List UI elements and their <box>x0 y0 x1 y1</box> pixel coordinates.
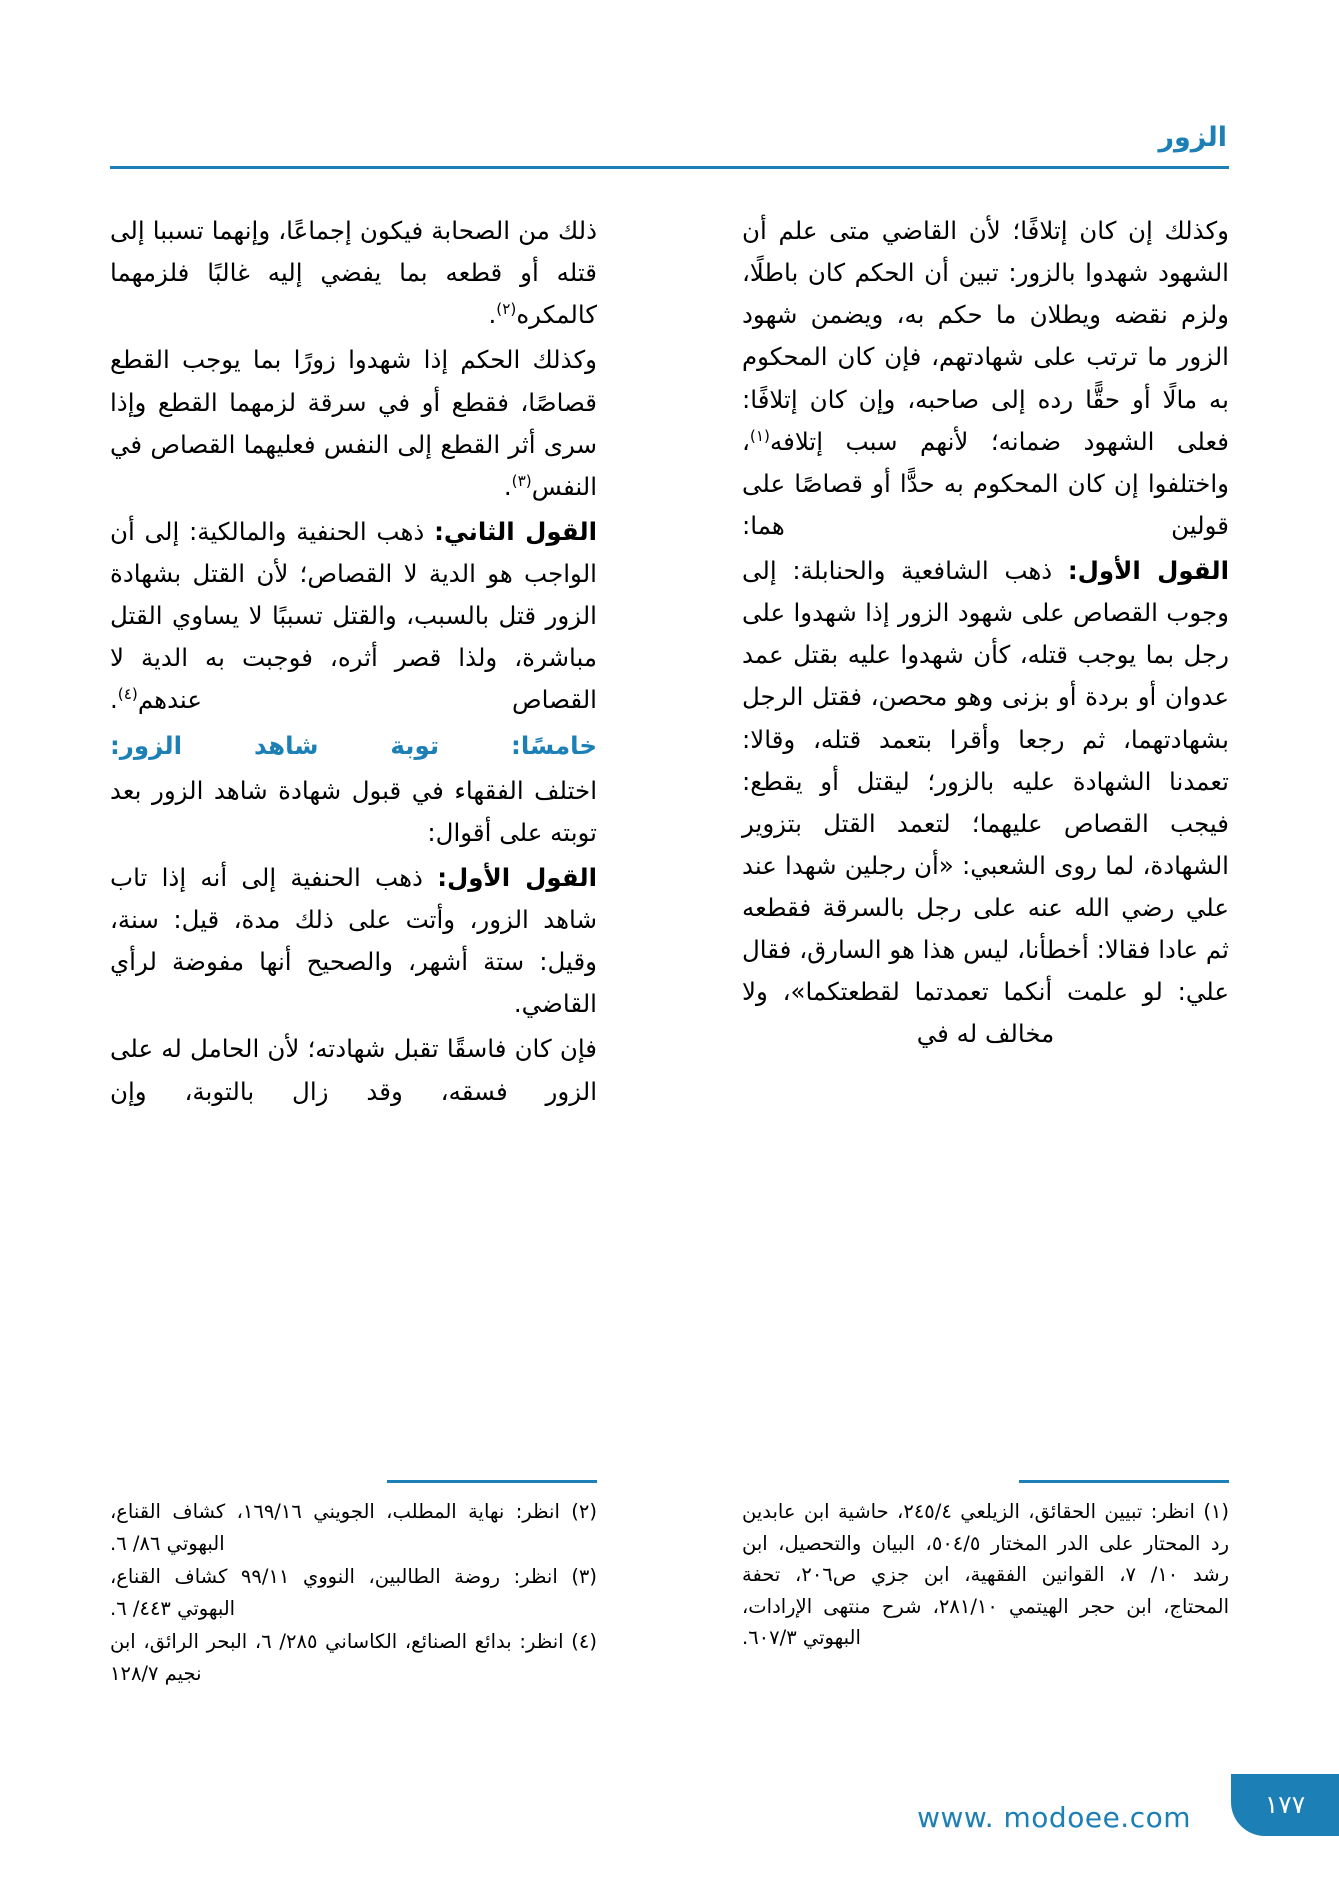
paragraph: اختلف الفقهاء في قبول شهادة شاهد الزور بعد توبته على أقوال: <box>110 775 597 847</box>
footnote-marker: (٤) <box>117 685 138 704</box>
paragraph-tail: . <box>503 471 512 501</box>
footnote-text: انظر: بدائع الصنائع، الكاساني ٢٨٥/ ٦، البحر الرائق، ابن نجيم ١٢٨/٧ <box>110 1630 564 1685</box>
footnotes <box>110 1496 1229 1716</box>
paragraph-text: ذهب الحنفية والمالكية: إلى أن الواجب هو الدية لا القصاص؛ لأن القتل بشهادة الزور قتل بالسبب، والقتل تسببًا لا يساوي القتل مباشرة، ولذا قصر أثره، فوجبت به الدية لا القصاص عندهم <box>110 516 597 715</box>
paragraph-lead: القول الأول: <box>1067 556 1229 585</box>
paragraph <box>110 857 597 1026</box>
paragraph-text: ذهب الحنفية إلى أنه إذا تاب شاهد الزور، وأتت على ذلك مدة، قيل: سنة، وقيل: ستة أشهر، والصحيح أنها مفوضة لرأي القاضي. <box>110 862 597 1019</box>
paragraph-lead: القول الثاني: <box>434 516 597 546</box>
footnote-marker: (١) <box>1203 1500 1230 1523</box>
site-url[interactable]: www. modoee.com <box>917 1801 1191 1834</box>
text-columns <box>110 210 1229 1480</box>
paragraph-tail: . <box>488 300 497 330</box>
page-header <box>110 122 1229 168</box>
paragraph-tail: . <box>110 685 118 715</box>
paragraph-text: وكذلك الحكم إذا شهدوا زورًا بما يوجب القطع قصاصًا، فقطع أو في سرقة لزمهما القطع وإذا سرى أثر القطع إلى النفس فعليهما القصاص في النفس <box>110 345 597 501</box>
footnote-item <box>110 1626 597 1689</box>
footnote-divider <box>387 1480 597 1483</box>
footnote-marker: (٣) <box>511 471 532 490</box>
page-number: ١٧٧ <box>1264 1790 1306 1819</box>
paragraph <box>742 210 1229 547</box>
paragraph-lead: القول الأول: <box>437 862 598 892</box>
paragraph <box>742 550 1229 1056</box>
footnote-marker: (٤) <box>571 1630 597 1654</box>
paragraph <box>110 210 597 336</box>
paragraph <box>110 339 597 508</box>
footnote-marker: (١) <box>749 426 770 445</box>
footnote-marker: (٣) <box>571 1565 598 1589</box>
column-left <box>110 210 597 1480</box>
page-title: الزور <box>1158 122 1227 153</box>
paragraph-text: ذهب الشافعية والحنابلة: إلى وجوب القصاص على شهود الزور إذا شهدوا على رجل بما يوجب قتله، كأن شهدوا عليه بقتل عمد عدوان أو بردة أو بزنى وهو محصن، فقتل الرجل بشهادتهما، ثم رجعا وأقرا بتعمد قتله، وقالا: تعمدنا الشهادة عليه بالزور؛ ليقتل أو يقطع: فيجب القصاص عليهما؛ لتعمد القتل بتزوير الشهادة، لما روى الشعبي: «أن رجلين شهدا عند علي رضي الله عنه على رجل بالسرقة فقطعه ثم عادا فقالا: أخطأنا، ليس هذا هو السارق، فقال علي: لو علمت أنكما تعمدتما لقطعتكما»، ولا مخالف له في <box>742 556 1229 1049</box>
footnote-marker: (٢) <box>496 300 517 319</box>
paragraph <box>110 511 597 722</box>
footnote-divider <box>1019 1480 1229 1483</box>
paragraph-text: وكذلك إن كان إتلافًا؛ لأن القاضي متى علم أن الشهود شهدوا بالزور: تبين أن الحكم كان باطلًا، ولزم نقضه ويطلان ما حكم به، ويضمن شهود الزور ما ترتب على شهادتهم، فإن كان المحكوم به مالًا أو حقًّا رده إلى صاحبه، وإن كان إتلافًا: فعلى الشهود ضمانه؛ لأنهم سبب إتلافه <box>742 216 1229 456</box>
footnote-item <box>742 1496 1229 1654</box>
paragraph-tail: ، واختلفوا إن كان المحكوم به حدًّا أو قصاصًا على قولين هما: <box>742 426 1229 540</box>
section-subheading: خامسًا: توبة شاهد الزور: <box>110 730 597 760</box>
footnote-text: انظر: روضة الطالبين، النووي ٩٩/١١ كشاف القناع، البهوتي ٤٤٣/ ٦. <box>110 1565 558 1620</box>
footnote-marker: (٢) <box>571 1500 597 1523</box>
footnote-text: انظر: تبيين الحقائق، الزيلعي ٢٤٥/٤، حاشية ابن عابدين رد المحتار على الدر المختار ٥٠٤/٥، البيان والتحصيل، ابن رشد ١٠/ ٧، القوانين الفقهية، ابن جزي ص٢٠٦، تحفة المحتاج، ابن حجر الهيتمي ٢٨١/١٠، شرح منتهى الإرادات، البهوتي ٦٠٧/٣. <box>742 1500 1230 1650</box>
paragraph: فإن كان فاسقًا تقبل شهادته؛ لأن الحامل له على الزور فسقه، وقد زال بالتوبة، وإن <box>110 1034 597 1106</box>
column-right <box>742 210 1229 1480</box>
footnotes-right <box>742 1496 1229 1656</box>
footnote-item <box>110 1561 597 1624</box>
page-footer <box>0 1750 1339 1890</box>
footnote-text: انظر: نهاية المطلب، الجويني ١٦٩/١٦، كشاف القناع، البهوتي ٨٦/ ٦. <box>110 1500 560 1555</box>
paragraph-text: ذلك من الصحابة فيكون إجماعًا، وإنهما تسببا إلى قتله أو قطعه بما يفضي إليه غالبًا فلزمهما كالمكره <box>110 216 597 330</box>
footnote-item <box>110 1496 597 1559</box>
footnotes-left <box>110 1496 597 1691</box>
header-divider <box>110 166 1229 169</box>
